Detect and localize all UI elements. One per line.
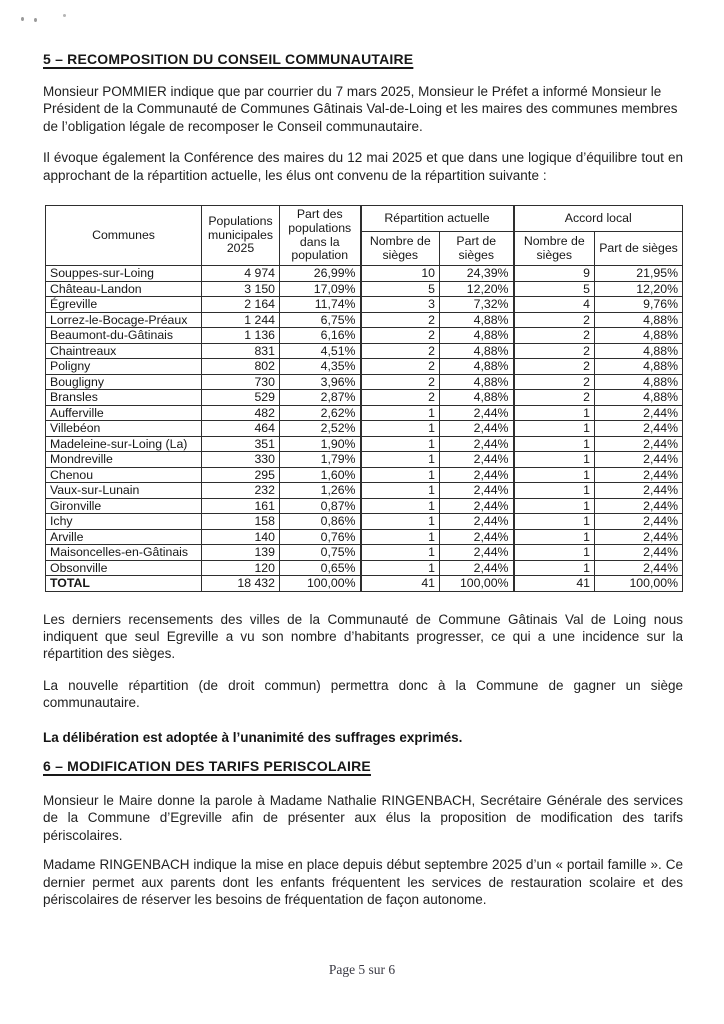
value-cell: 1 136 bbox=[202, 328, 280, 344]
value-cell: 0,76% bbox=[280, 529, 361, 545]
column-header-nombre-sieges-accord: Nombre de sièges bbox=[514, 232, 595, 266]
value-cell: 2,44% bbox=[595, 452, 683, 468]
section-5-paragraph-2: Il évoque également la Conférence des maires du 12 mai 2025 et que dans une logique d’équilibre tout en approchant de la répartition actuelle, les élus ont convenu de la répartition suivante : bbox=[43, 150, 683, 183]
value-cell: 26,99% bbox=[280, 266, 361, 282]
value-cell: 2,44% bbox=[440, 405, 514, 421]
value-cell: 0,75% bbox=[280, 545, 361, 561]
value-cell: 18 432 bbox=[202, 576, 280, 592]
value-cell: 24,39% bbox=[440, 266, 514, 282]
seat-repartition-table-wrapper bbox=[43, 205, 683, 592]
value-cell: 2 bbox=[361, 374, 440, 390]
value-cell: 2,44% bbox=[595, 436, 683, 452]
page-number-footer: Page 5 sur 6 bbox=[328, 962, 396, 977]
value-cell: 2,44% bbox=[595, 483, 683, 499]
value-cell: 1 bbox=[361, 514, 440, 530]
value-cell: 2,44% bbox=[595, 560, 683, 576]
section-5-paragraph-1: Monsieur POMMIER indique que par courrier du 7 mars 2025, Monsieur le Préfet a informé Monsieur le Président de la Communauté de Communes Gâtinais Val-de-Loing et les maires des communes membres de l’obligation légale de recomposer le Conseil communautaire. bbox=[43, 84, 678, 134]
value-cell: 1 bbox=[514, 467, 595, 483]
value-cell: 140 bbox=[202, 529, 280, 545]
value-cell: 1 bbox=[514, 405, 595, 421]
value-cell: 4,88% bbox=[595, 312, 683, 328]
value-cell: 2,44% bbox=[440, 529, 514, 545]
value-cell: 831 bbox=[202, 343, 280, 359]
value-cell: 2,44% bbox=[595, 529, 683, 545]
commune-name-cell: Château-Landon bbox=[46, 281, 202, 297]
commune-name-cell: Chaintreaux bbox=[46, 343, 202, 359]
value-cell: 12,20% bbox=[595, 281, 683, 297]
value-cell: 1,79% bbox=[280, 452, 361, 468]
seat-repartition-table bbox=[45, 205, 683, 592]
commune-name-cell: Lorrez-le-Bocage-Préaux bbox=[46, 312, 202, 328]
table-row bbox=[46, 483, 683, 499]
value-cell: 529 bbox=[202, 390, 280, 406]
table-row bbox=[46, 405, 683, 421]
table-total-row bbox=[46, 576, 683, 592]
value-cell: 4,35% bbox=[280, 359, 361, 375]
table-row bbox=[46, 560, 683, 576]
commune-name-cell: Madeleine-sur-Loing (La) bbox=[46, 436, 202, 452]
value-cell: 1 bbox=[361, 405, 440, 421]
section-6-heading: 6 – MODIFICATION DES TARIFS PERISCOLAIRE bbox=[43, 757, 371, 774]
commune-name-cell: Beaumont-du-Gâtinais bbox=[46, 328, 202, 344]
value-cell: 2 bbox=[514, 359, 595, 375]
table-body bbox=[46, 266, 683, 592]
value-cell: 11,74% bbox=[280, 297, 361, 313]
value-cell: 158 bbox=[202, 514, 280, 530]
value-cell: 464 bbox=[202, 421, 280, 437]
table-row bbox=[46, 312, 683, 328]
deliberation-statement: La délibération est adoptée à l’unanimité des suffrages exprimés. bbox=[43, 729, 463, 745]
value-cell: 4,88% bbox=[440, 374, 514, 390]
value-cell: 3 bbox=[361, 297, 440, 313]
commune-name-cell: Villebéon bbox=[46, 421, 202, 437]
commune-name-cell: Aufferville bbox=[46, 405, 202, 421]
value-cell: 1 bbox=[361, 421, 440, 437]
value-cell: 4,88% bbox=[595, 359, 683, 375]
value-cell: 4,88% bbox=[595, 343, 683, 359]
value-cell: 2,44% bbox=[440, 498, 514, 514]
commune-name-cell: Vaux-sur-Lunain bbox=[46, 483, 202, 499]
value-cell: 100,00% bbox=[440, 576, 514, 592]
value-cell: 2 bbox=[514, 390, 595, 406]
value-cell: 1 bbox=[361, 467, 440, 483]
value-cell: 1,26% bbox=[280, 483, 361, 499]
value-cell: 9,76% bbox=[595, 297, 683, 313]
scan-speck bbox=[34, 18, 37, 22]
value-cell: 2,44% bbox=[595, 498, 683, 514]
commune-name-cell: Souppes-sur-Loing bbox=[46, 266, 202, 282]
value-cell: 4,88% bbox=[595, 390, 683, 406]
table-row bbox=[46, 297, 683, 313]
column-header-nombre-sieges-actuel: Nombre de sièges bbox=[361, 232, 440, 266]
commune-name-cell: Égreville bbox=[46, 297, 202, 313]
value-cell: 1 bbox=[361, 483, 440, 499]
value-cell: 2 bbox=[361, 390, 440, 406]
table-row bbox=[46, 421, 683, 437]
value-cell: 0,86% bbox=[280, 514, 361, 530]
value-cell: 2,44% bbox=[440, 436, 514, 452]
document-content bbox=[43, 51, 683, 908]
commune-name-cell: Gironville bbox=[46, 498, 202, 514]
value-cell: 730 bbox=[202, 374, 280, 390]
table-row bbox=[46, 343, 683, 359]
section-6-paragraph-1: Monsieur le Maire donne la parole à Madame Nathalie RINGENBACH, Secrétaire Générale des services de la Commune d’Egreville afin de présenter aux élus la proposition de modification des tarifs périscolaires. bbox=[43, 792, 683, 843]
value-cell: 2 bbox=[361, 328, 440, 344]
value-cell: 1 bbox=[361, 545, 440, 561]
value-cell: 2,44% bbox=[595, 467, 683, 483]
value-cell: 1 bbox=[361, 452, 440, 468]
value-cell: 139 bbox=[202, 545, 280, 561]
value-cell: 17,09% bbox=[280, 281, 361, 297]
table-row bbox=[46, 374, 683, 390]
value-cell: 4,88% bbox=[595, 374, 683, 390]
value-cell: 161 bbox=[202, 498, 280, 514]
value-cell: 2 bbox=[514, 328, 595, 344]
value-cell: 5 bbox=[514, 281, 595, 297]
value-cell: 2,44% bbox=[440, 560, 514, 576]
value-cell: 4,88% bbox=[440, 328, 514, 344]
value-cell: 4,88% bbox=[595, 328, 683, 344]
value-cell: 802 bbox=[202, 359, 280, 375]
table-row bbox=[46, 281, 683, 297]
value-cell: 2 bbox=[361, 343, 440, 359]
value-cell: 21,95% bbox=[595, 266, 683, 282]
group-header-accord-local: Accord local bbox=[514, 206, 683, 232]
value-cell: 1 bbox=[514, 514, 595, 530]
commune-name-cell: Maisoncelles-en-Gâtinais bbox=[46, 545, 202, 561]
value-cell: 4 974 bbox=[202, 266, 280, 282]
commune-name-cell: Ichy bbox=[46, 514, 202, 530]
value-cell: 100,00% bbox=[595, 576, 683, 592]
section-5-paragraph-3: Les derniers recensements des villes de la Communauté de Commune Gâtinais Val de Loing nous indiquent que seul Egreville a vu son nombre d’habitants progresser, ce qui a une incidence sur la répartition des sièges. bbox=[43, 611, 683, 662]
value-cell: 232 bbox=[202, 483, 280, 499]
value-cell: 2 164 bbox=[202, 297, 280, 313]
commune-name-cell: Mondreville bbox=[46, 452, 202, 468]
value-cell: 6,75% bbox=[280, 312, 361, 328]
value-cell: 1,60% bbox=[280, 467, 361, 483]
commune-name-cell: Arville bbox=[46, 529, 202, 545]
value-cell: 0,65% bbox=[280, 560, 361, 576]
value-cell: 4 bbox=[514, 297, 595, 313]
value-cell: 2,52% bbox=[280, 421, 361, 437]
value-cell: 0,87% bbox=[280, 498, 361, 514]
value-cell: 330 bbox=[202, 452, 280, 468]
section-6-paragraph-2: Madame RINGENBACH indique la mise en place depuis début septembre 2025 d’un « portail famille ». Ce dernier permet aux parents dont les enfants fréquentent les services de restauration scolaire et des périscolaires de réserver les besoins de fréquentation de façon autonome. bbox=[43, 857, 683, 907]
value-cell: 1 bbox=[361, 529, 440, 545]
section-5-paragraph-4: La nouvelle répartition (de droit commun) permettra donc à la Commune de gagner un siège communautaire. bbox=[43, 677, 683, 711]
value-cell: 4,51% bbox=[280, 343, 361, 359]
table-row bbox=[46, 545, 683, 561]
commune-name-cell: Chenou bbox=[46, 467, 202, 483]
table-row bbox=[46, 359, 683, 375]
value-cell: 2,87% bbox=[280, 390, 361, 406]
value-cell: 4,88% bbox=[440, 312, 514, 328]
commune-name-cell: Poligny bbox=[46, 359, 202, 375]
value-cell: 2,44% bbox=[595, 545, 683, 561]
value-cell: 5 bbox=[361, 281, 440, 297]
value-cell: 1 bbox=[514, 529, 595, 545]
column-header-part-sieges-accord: Part de sièges bbox=[595, 232, 683, 266]
value-cell: 41 bbox=[361, 576, 440, 592]
value-cell: 1 bbox=[514, 436, 595, 452]
value-cell: 2,44% bbox=[440, 514, 514, 530]
value-cell: 1 bbox=[361, 560, 440, 576]
table-row bbox=[46, 436, 683, 452]
column-header-part-populations: Part des populations dans la population bbox=[280, 206, 361, 266]
table-row bbox=[46, 529, 683, 545]
value-cell: 10 bbox=[361, 266, 440, 282]
value-cell: 1 bbox=[361, 436, 440, 452]
value-cell: 2 bbox=[514, 374, 595, 390]
column-header-populations: Populations municipales 2025 bbox=[202, 206, 280, 266]
value-cell: 4,88% bbox=[440, 390, 514, 406]
value-cell: 1 bbox=[514, 452, 595, 468]
value-cell: 9 bbox=[514, 266, 595, 282]
value-cell: 1 bbox=[514, 421, 595, 437]
value-cell: 482 bbox=[202, 405, 280, 421]
value-cell: 2 bbox=[361, 312, 440, 328]
column-header-communes: Communes bbox=[46, 206, 202, 266]
value-cell: 2,44% bbox=[595, 421, 683, 437]
section-5-heading: 5 – RECOMPOSITION DU CONSEIL COMMUNAUTAIRE bbox=[43, 51, 414, 67]
value-cell: 1 bbox=[514, 545, 595, 561]
value-cell: 1 244 bbox=[202, 312, 280, 328]
scan-speck bbox=[21, 17, 24, 21]
table-row bbox=[46, 498, 683, 514]
value-cell: 41 bbox=[514, 576, 595, 592]
value-cell: 3 150 bbox=[202, 281, 280, 297]
value-cell: 120 bbox=[202, 560, 280, 576]
value-cell: 1 bbox=[514, 560, 595, 576]
table-row bbox=[46, 467, 683, 483]
value-cell: 2 bbox=[514, 312, 595, 328]
table-row bbox=[46, 328, 683, 344]
commune-name-cell: Bransles bbox=[46, 390, 202, 406]
column-header-part-sieges-actuel: Part de sièges bbox=[440, 232, 514, 266]
table-row bbox=[46, 266, 683, 282]
value-cell: 2,44% bbox=[595, 405, 683, 421]
table-row bbox=[46, 452, 683, 468]
value-cell: 7,32% bbox=[440, 297, 514, 313]
commune-name-cell: Bougligny bbox=[46, 374, 202, 390]
scan-speck bbox=[63, 14, 66, 17]
value-cell: 2 bbox=[514, 343, 595, 359]
value-cell: 12,20% bbox=[440, 281, 514, 297]
value-cell: 1 bbox=[514, 498, 595, 514]
value-cell: 4,88% bbox=[440, 343, 514, 359]
table-row bbox=[46, 390, 683, 406]
value-cell: 2 bbox=[361, 359, 440, 375]
value-cell: 295 bbox=[202, 467, 280, 483]
value-cell: 2,44% bbox=[440, 545, 514, 561]
commune-name-cell: TOTAL bbox=[46, 576, 202, 592]
value-cell: 2,44% bbox=[440, 483, 514, 499]
commune-name-cell: Obsonville bbox=[46, 560, 202, 576]
value-cell: 2,44% bbox=[440, 452, 514, 468]
value-cell: 2,44% bbox=[440, 421, 514, 437]
group-header-repartition-actuelle: Répartition actuelle bbox=[361, 206, 514, 232]
value-cell: 1 bbox=[361, 498, 440, 514]
value-cell: 2,62% bbox=[280, 405, 361, 421]
table-row bbox=[46, 514, 683, 530]
value-cell: 6,16% bbox=[280, 328, 361, 344]
value-cell: 4,88% bbox=[440, 359, 514, 375]
value-cell: 1 bbox=[514, 483, 595, 499]
value-cell: 1,90% bbox=[280, 436, 361, 452]
value-cell: 100,00% bbox=[280, 576, 361, 592]
value-cell: 2,44% bbox=[595, 514, 683, 530]
value-cell: 2,44% bbox=[440, 467, 514, 483]
value-cell: 3,96% bbox=[280, 374, 361, 390]
value-cell: 351 bbox=[202, 436, 280, 452]
